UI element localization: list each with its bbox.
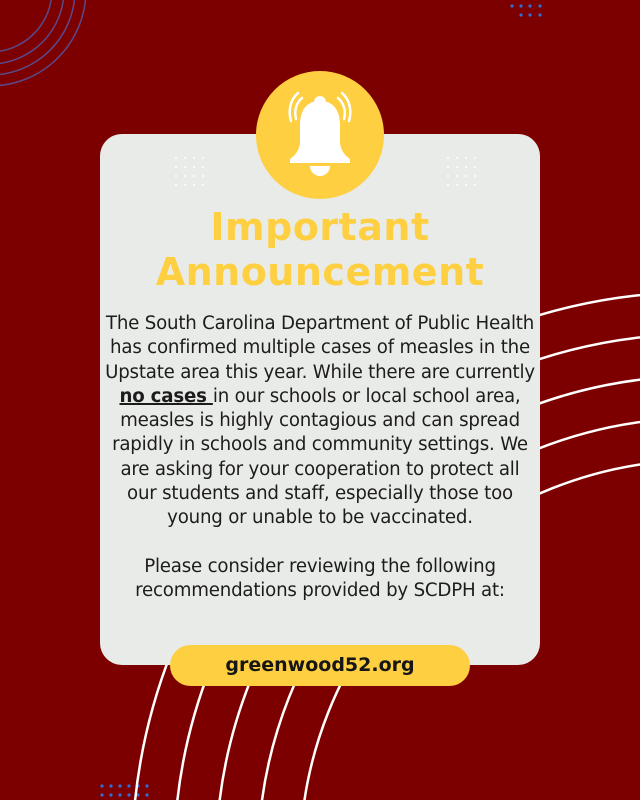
page-title [100, 205, 540, 295]
announcement-body [104, 312, 536, 603]
paragraph-2: Please consider reviewing the following recommendations provided by SCDPH at: [135, 555, 505, 601]
dot-pattern-top-right [510, 4, 541, 16]
website-link-button[interactable]: greenwood52.org [170, 645, 470, 686]
paragraph-1-text-start: The South Carolina Department of Public Health has confirmed multiple cases of measles in the Upstate area this year. While there are currently [105, 313, 535, 383]
paragraph-1-text-end: in our schools or local school area, measles is highly contagious and can spread rapidly in schools and community settings. We are asking for your cooperation to protect all our students and staff, especially those too young or unable to be vaccinated. [112, 385, 528, 529]
bell-badge [256, 71, 384, 199]
dot-pattern-card-right [446, 156, 476, 186]
title-line-2: Announcement [155, 250, 485, 294]
bell-ringing-icon [256, 71, 384, 199]
no-cases-emphasis: no cases [119, 385, 213, 407]
title-line-1: Important [210, 205, 430, 249]
corner-arcs-decoration [0, 0, 86, 86]
dot-pattern-card-left [174, 156, 204, 186]
paragraph-1 [104, 312, 536, 531]
dot-pattern-bottom-left [100, 784, 148, 796]
